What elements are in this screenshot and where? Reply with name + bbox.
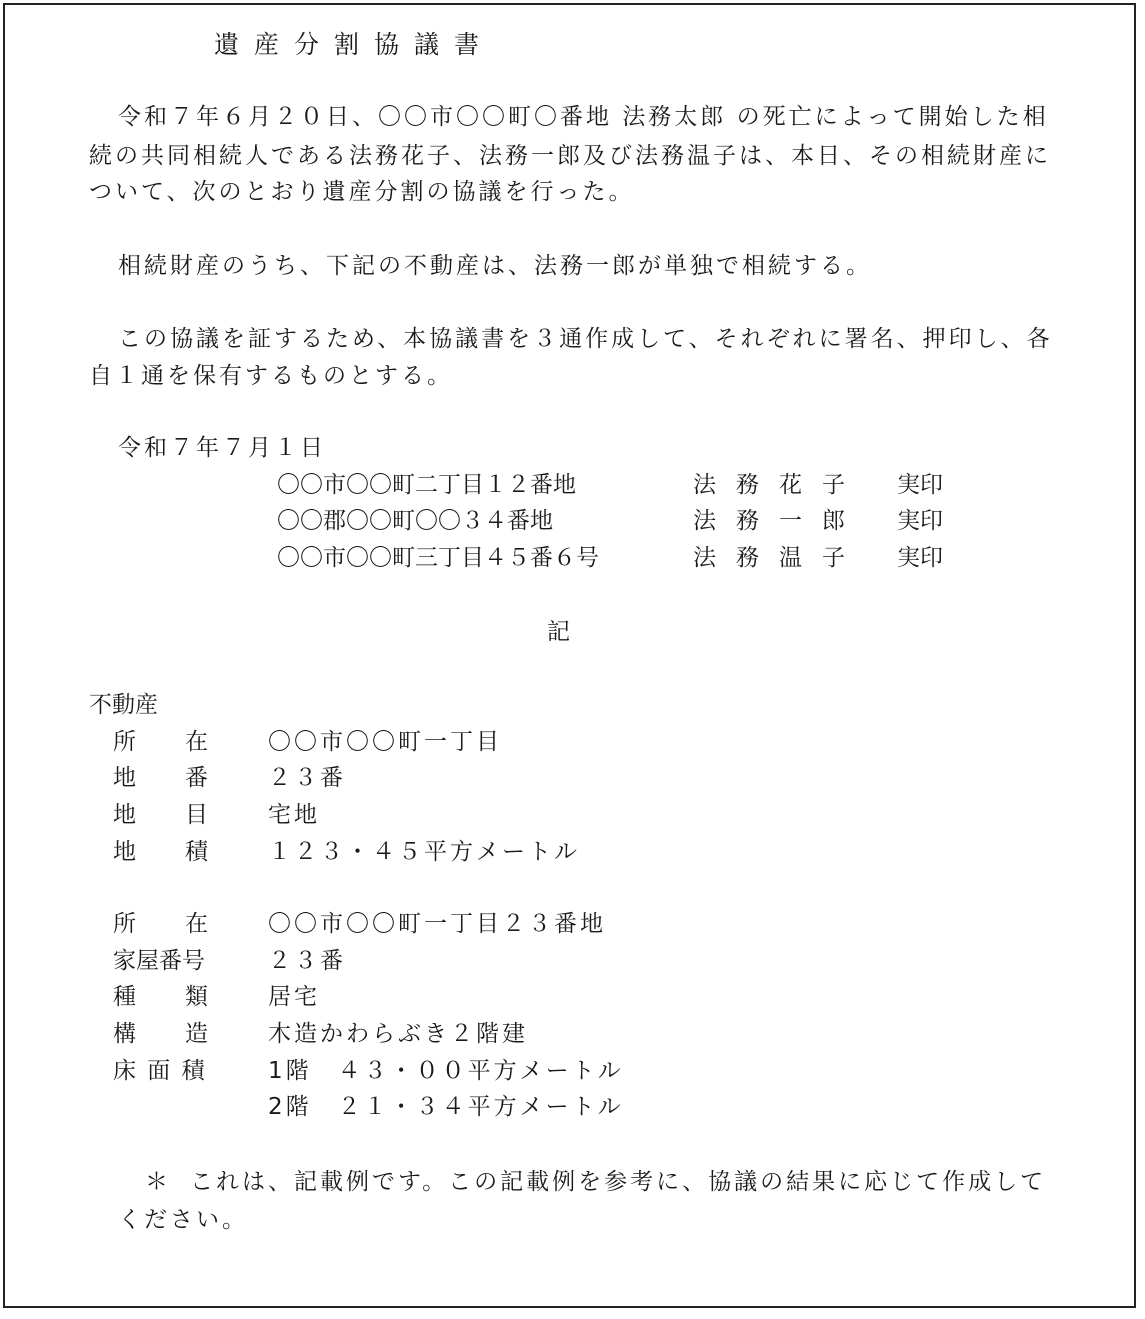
paragraph-1-line-3: ついて、次のとおり遺産分割の協議を行った。 (89, 179, 635, 205)
building-type-label-1: 種 (113, 984, 136, 1010)
document-title: 遺産分割協議書 (214, 30, 495, 59)
paragraph-1-line-2: 続の共同相続人である法務花子、法務一郎及び法務温子は、本日、その相続財産に (89, 143, 1051, 169)
land-location-label-1: 所 (113, 729, 136, 755)
signatory-2-name: 法務一郎 (693, 508, 865, 534)
building-house-number-label: 家屋番号 (113, 948, 205, 974)
land-area-value: １２３・４５平方メートル (268, 839, 580, 865)
land-category-label-2: 目 (185, 802, 208, 828)
land-area-label-2: 積 (185, 839, 208, 865)
note-line-2: ください。 (118, 1207, 248, 1233)
building-type-value: 居宅 (268, 984, 320, 1010)
building-floor-2-value: 2階 ２１・３４平方メートル (268, 1094, 624, 1120)
property-heading: 不動産 (89, 692, 158, 718)
land-category-label-1: 地 (113, 802, 136, 828)
building-location-value: 〇〇市〇〇町一丁目２３番地 (268, 911, 606, 937)
paragraph-3-line-2: 自１通を保有するものとする。 (89, 363, 453, 389)
land-area-label-1: 地 (113, 839, 136, 865)
signatory-3-address: 〇〇市〇〇町三丁目４５番６号 (277, 545, 599, 571)
building-floor-area-label: 床 面 積 (113, 1058, 207, 1084)
signatory-3-seal: 実印 (897, 545, 943, 571)
land-location-value: 〇〇市〇〇町一丁目 (268, 729, 502, 755)
paragraph-2-line-1: 相続財産のうち、下記の不動産は、法務一郎が単独で相続する。 (118, 253, 872, 279)
land-lot-label-2: 番 (185, 765, 208, 791)
signatory-2-address: 〇〇郡〇〇町〇〇３４番地 (277, 508, 553, 534)
paragraph-3-line-1: この協議を証するため、本協議書を３通作成して、それぞれに署名、押印し、各 (118, 326, 1053, 352)
signatory-1-name: 法務花子 (693, 472, 865, 498)
building-location-label-1: 所 (113, 911, 136, 937)
note-asterisk: ＊ (145, 1169, 168, 1195)
signatory-2-seal: 実印 (897, 508, 943, 534)
building-structure-value: 木造かわらぶき２階建 (268, 1021, 528, 1047)
ki-heading: 記 (547, 619, 570, 645)
land-lot-label-1: 地 (113, 765, 136, 791)
agreement-date: 令和７年７月１日 (118, 435, 326, 461)
note-line-1: これは、記載例です。この記載例を参考に、協議の結果に応じて作成して (190, 1169, 1047, 1195)
paragraph-1-line-1: 令和７年６月２０日、〇〇市〇〇町〇番地 法務太郎 の死亡によって開始した相 (118, 104, 1049, 130)
signatory-1-address: 〇〇市〇〇町二丁目１２番地 (277, 472, 576, 498)
building-structure-label-2: 造 (185, 1021, 208, 1047)
building-type-label-2: 類 (185, 984, 208, 1010)
land-category-value: 宅地 (268, 802, 320, 828)
building-floor-1-value: 1階 ４３・００平方メートル (268, 1058, 624, 1084)
land-location-label-2: 在 (185, 729, 208, 755)
building-structure-label-1: 構 (113, 1021, 136, 1047)
signatory-3-name: 法務温子 (693, 545, 865, 571)
signatory-1-seal: 実印 (897, 472, 943, 498)
land-lot-value: ２３番 (268, 765, 346, 791)
building-house-number-value: ２３番 (268, 948, 346, 974)
building-location-label-2: 在 (185, 911, 208, 937)
